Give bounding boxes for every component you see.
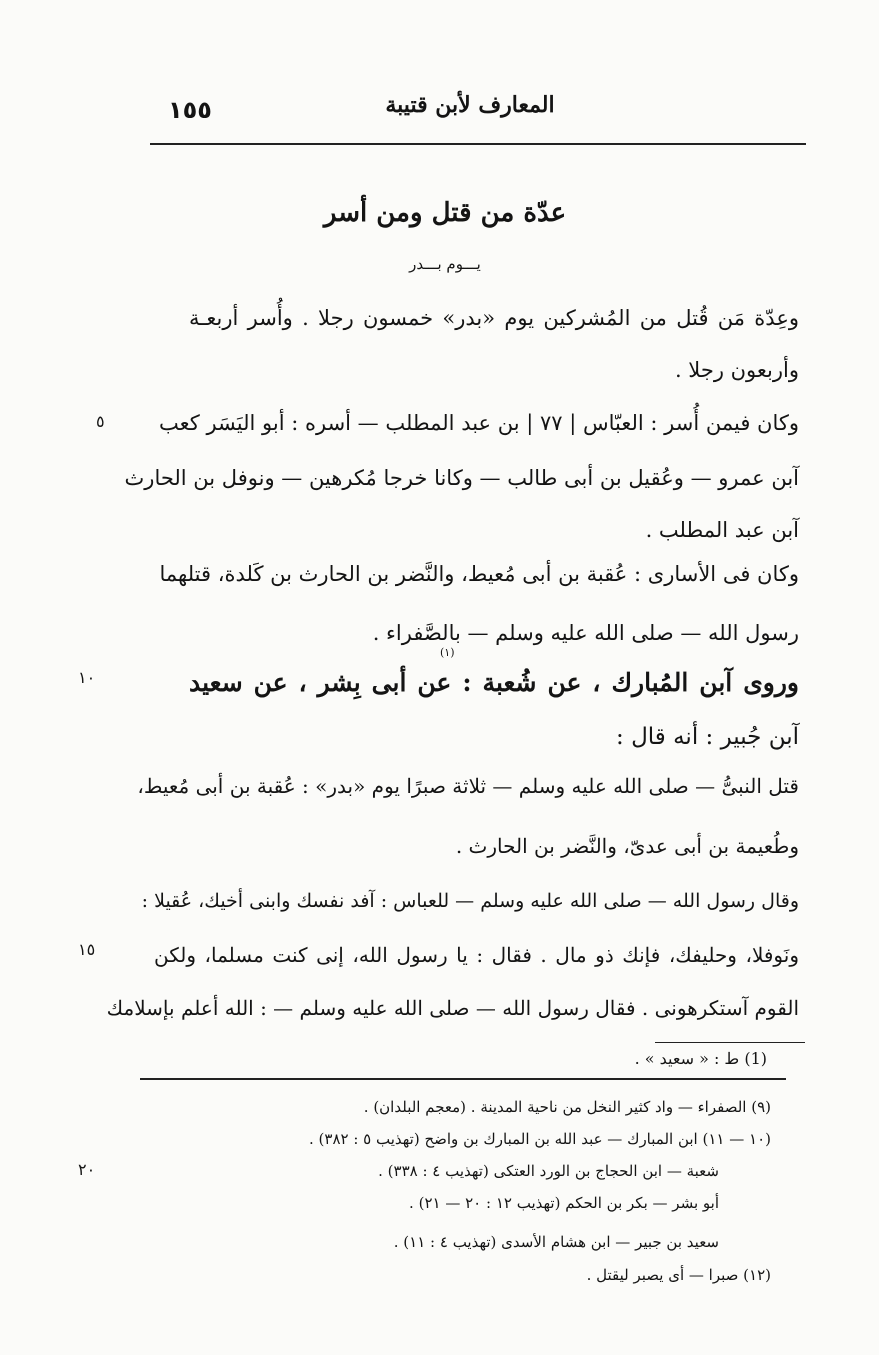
short-note: (1) ط : « سعيد » . [634, 1049, 767, 1068]
margin-line-number: ١٠ [78, 668, 96, 687]
body-line: وقال رسول الله — صلى الله عليه وسلم — للعباس : آفد نفسك وابنى أخيك، عُقيلا : [141, 890, 799, 912]
running-title: المعارف لأبن قتيبة [385, 92, 555, 118]
body-line: وطُعيمة بن أبى عدىّ، والنَّضر بن الحارث . [455, 834, 799, 858]
body-line: وأربعون رجلا . [674, 358, 799, 382]
footnote-line: (٩) الصفراء — واد كثير النخل من ناحية المدينة . (معجم البلدان) . [363, 1098, 771, 1116]
body-line: آبن عمرو — وعُقيل بن أبى طالب — وكانا خرجا مُكرهين — ونوفل بن الحارث [124, 466, 799, 490]
header-rule [150, 143, 806, 145]
footnote-line: سعيد بن جبير — ابن هشام الأسدى (تهذيب ٤ : ١١) . [393, 1233, 719, 1251]
body-line: رسول الله — صلى الله عليه وسلم — بالصَّفراء . [372, 621, 799, 645]
section-title: عدّة من قتل ومن أسر [323, 198, 567, 228]
footnote-line: شعبة — ابن الحجاج بن الورد العتكى (تهذيب ٤ : ٣٣٨) . [378, 1162, 719, 1180]
body-line: القوم آستكرهونى . فقال رسول الله — صلى الله عليه وسلم — : الله أعلم بإسلامك [106, 996, 799, 1020]
body-line: ونَوفلا، وحليفك، فإنك ذو مال . فقال : يا رسول الله، إنى كنت مسلما، ولكن [154, 943, 799, 967]
footnote-line: أبو بشر — بكر بن الحكم (تهذيب ١٢ : ٢٠ — ٢١) . [409, 1194, 719, 1212]
page-number: ١٥٥ [168, 96, 212, 124]
margin-line-number: ٢٠ [78, 1160, 96, 1179]
body-line: وروى آبن المُبارك ، عن شُعبة : عن أبى بِشر ، عن سعيد [189, 668, 799, 697]
margin-line-number: ٥ [96, 412, 105, 431]
margin-line-number: ١٥ [78, 940, 96, 959]
body-line: وعِدّة مَن قُتل من المُشركين يوم «بدر» خمسون رجلا . وأُسر أربعـة [189, 306, 799, 330]
body-line: وكان فيمن أُسر : العبّاس | ٧٧ | بن عبد المطلب — أسره : أبو اليَسَر كعب [159, 411, 799, 435]
body-line: آبن عبد المطلب . [645, 518, 799, 542]
superscript-note-marker: (١) [440, 646, 455, 659]
body-line: قتل النبىُّ — صلى الله عليه وسلم — ثلاثة صبرًا يوم «بدر» : عُقبة بن أبى مُعيط، [137, 774, 799, 798]
body-line: آبن جُبير : أنه قال : [616, 724, 799, 750]
short-note-rule [655, 1042, 805, 1043]
footnote-line: (١٠ — ١١) ابن المبارك — عبد الله بن المبارك بن واضح (تهذيب ٥ : ٣٨٢) . [309, 1130, 771, 1148]
section-subtitle: يـــوم بـــدر [409, 255, 481, 273]
body-line: وكان فى الأسارى : عُقبة بن أبى مُعيط، والنَّضر بن الحارث بن كَلدة، قتلهما [159, 562, 799, 586]
footnote-line: (١٢) صبرا — أى يصبر ليقتل . [586, 1266, 771, 1284]
footnotes-rule [140, 1078, 786, 1080]
